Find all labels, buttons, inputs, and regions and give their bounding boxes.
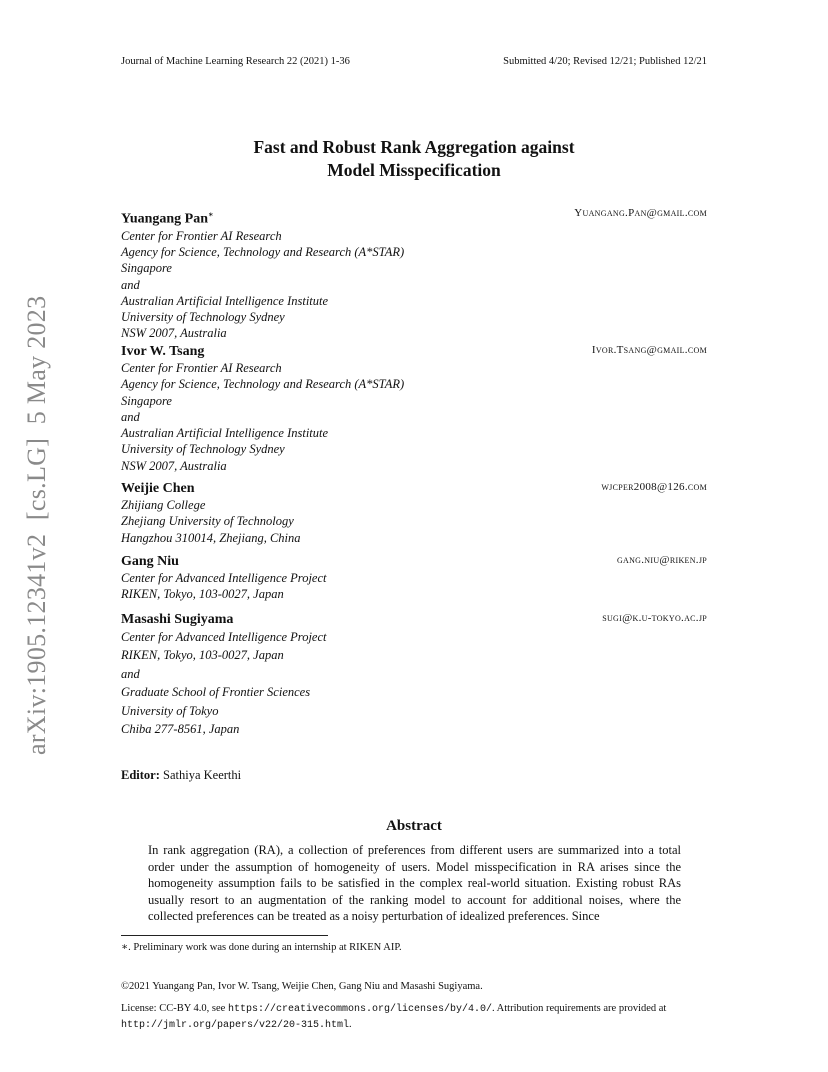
author-affiliation: Center for Frontier AI Research Agency for Science, Technology and Research (A*STAR) Singapore and Australian Artificial Intelligence Institute University of Technology Sydney NSW 2007, Australia [121, 228, 405, 341]
footnote-divider [121, 935, 328, 936]
author-block [121, 553, 707, 603]
license-suffix: . [349, 1019, 352, 1030]
editor-line [121, 768, 241, 783]
author-block [121, 343, 707, 474]
title-line-2: Model Misspecification [327, 160, 501, 180]
copyright-notice: ©2021 Yuangang Pan, Ivor W. Tsang, Weijie Chen, Gang Niu and Masashi Sugiyama. [121, 981, 483, 992]
author-email[interactable]: Ivor.Tsang@gmail.com [591, 344, 707, 356]
author-email[interactable]: sugi@k.u-tokyo.ac.jp [602, 612, 707, 624]
footnote: ∗. Preliminary work was done during an internship at RIKEN AIP. [121, 942, 402, 953]
license-link[interactable]: https://creativecommons.org/licenses/by/4.0/ [227, 1004, 492, 1015]
author-affiliation: Center for Frontier AI Research Agency for Science, Technology and Research (A*STAR) Singapore and Australian Artificial Intelligence Institute University of Technology Sydney NSW 2007, Australia [121, 361, 405, 473]
title-line-1: Fast and Robust Rank Aggregation against [253, 137, 575, 157]
abstract-text: In rank aggregation (RA), a collection of preferences from different users are summarized into a total order under the assumption of homogeneity of users. Model misspecification in RA arises since the homogeneity assumption fails to be satisfied in the complex real-world situation. Existing robust RAs usually resort to an augmentation of the ranking model to account for additional noises, where the collected preferences can be treated as a noisy perturbation of idealized preferences. Since [148, 843, 681, 923]
author-block [121, 611, 707, 738]
license-middle: . Attribution requirements are provided at [491, 1003, 667, 1014]
author-name: Masashi Sugiyama [121, 612, 234, 627]
author-affiliation: Center for Advanced Intelligence Project RIKEN, Tokyo, 103-0027, Japan and Graduate School of Frontier Sciences University of Tokyo Chiba 277-8561, Japan [121, 630, 327, 737]
author-email[interactable]: Yuangang.Pan@gmail.com [574, 207, 707, 219]
author-affiliation: Center for Advanced Intelligence Project RIKEN, Tokyo, 103-0027, Japan [121, 571, 327, 602]
license-prefix: License: CC-BY 4.0, see [121, 1003, 228, 1014]
footnote-mark: ∗ [208, 210, 214, 219]
license-notice [121, 1001, 666, 1033]
submission-dates: Submitted 4/20; Revised 12/21; Published 12/21 [503, 56, 707, 67]
editor-label: Editor: [121, 768, 160, 782]
abstract-heading: Abstract [386, 818, 442, 834]
author-affiliation: Zhijiang College Zhejiang University of Technology Hangzhou 310014, Zhejiang, China [121, 498, 301, 545]
editor-name: Sathiya Keerthi [163, 768, 242, 782]
author-name: Yuangang Pan∗ [121, 210, 214, 227]
author-name: Gang Niu [121, 554, 179, 569]
author-block [121, 480, 707, 546]
arxiv-identifier: arXiv:1905.12341v2 [cs.LG] 5 May 2023 [22, 295, 51, 755]
author-block [121, 206, 707, 342]
author-name: Ivor W. Tsang [121, 344, 205, 359]
paper-link[interactable]: http://jmlr.org/papers/v22/20-315.html [121, 1020, 350, 1031]
paper-title [0, 136, 828, 182]
journal-header: Journal of Machine Learning Research 22 (2021) 1-36 [121, 56, 350, 67]
author-name: Weijie Chen [121, 481, 195, 496]
author-email[interactable]: gang.niu@riken.jp [616, 554, 707, 566]
author-email[interactable]: wjcper2008@126.com [601, 481, 707, 493]
